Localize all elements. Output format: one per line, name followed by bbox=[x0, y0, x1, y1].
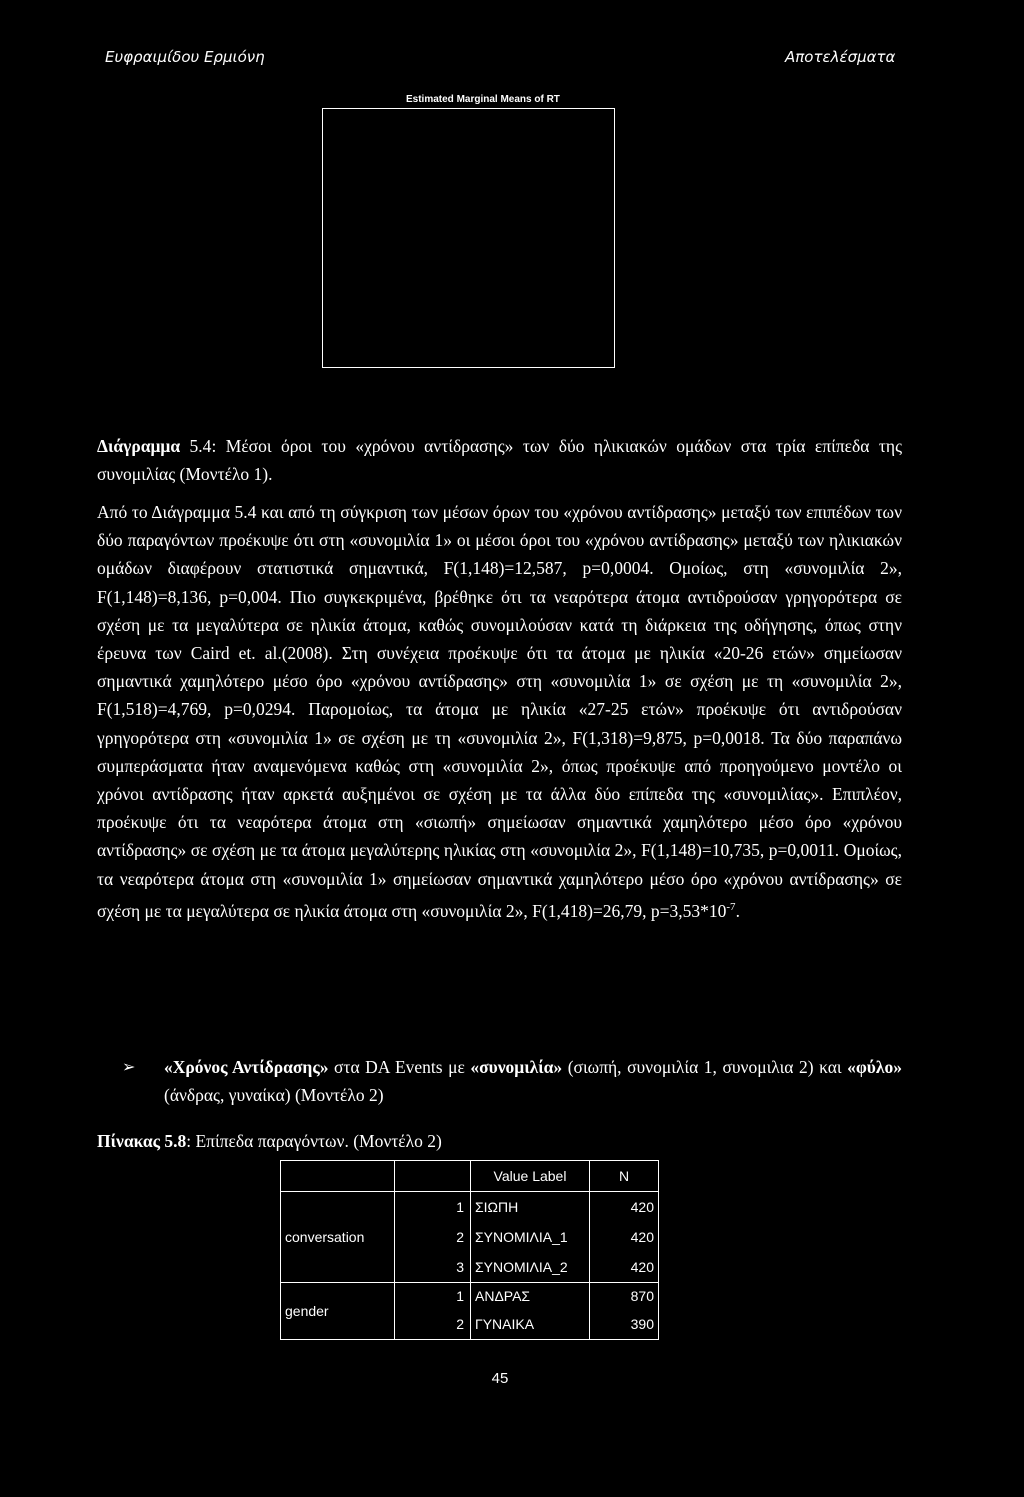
chart-title: Estimated Marginal Means of RT bbox=[406, 94, 560, 105]
table-cell-n: 420 bbox=[590, 1252, 659, 1283]
table-cell-label: ΣΥΝΟΜΙΛΙΑ_2 bbox=[471, 1252, 590, 1283]
table-row bbox=[281, 1192, 659, 1223]
bullet-text-6: (άνδρας, γυναίκα) (Μοντέλο 2) bbox=[164, 1085, 384, 1105]
table-cell-label: ΣΙΩΠΗ bbox=[471, 1192, 590, 1223]
table-caption bbox=[97, 1127, 902, 1155]
figure-caption-number: 5.4 bbox=[180, 436, 212, 456]
table-variable-gender: gender bbox=[281, 1283, 395, 1340]
table-row bbox=[281, 1283, 659, 1310]
table-cell-code: 3 bbox=[395, 1252, 471, 1283]
bullet-term-conversation: «συνομιλία» bbox=[470, 1057, 563, 1077]
header-section: Αποτελέσματα bbox=[785, 48, 896, 66]
table-cell-n: 420 bbox=[590, 1192, 659, 1223]
table-caption-label: Πίνακας 5.8 bbox=[97, 1131, 187, 1151]
table-cell-code: 2 bbox=[395, 1309, 471, 1340]
table-cell-n: 390 bbox=[590, 1309, 659, 1340]
bullet-term-reaction-time: «Χρόνος Αντίδρασης» bbox=[164, 1057, 329, 1077]
figure-caption bbox=[97, 432, 902, 488]
table-cell-code: 1 bbox=[395, 1192, 471, 1223]
page-number: 45 bbox=[491, 1370, 509, 1387]
table-caption-text: : Επίπεδα παραγόντων. (Μοντέλο 2) bbox=[186, 1131, 442, 1151]
table-header-n: N bbox=[590, 1161, 659, 1192]
body-paragraph-text: Από το Διάγραμμα 5.4 και από τη σύγκριση των μέσων όρων του «χρόνου αντίδρασης» μεταξύ των επιπέδων των δύο παραγόντων προέκυψε ότι στη «συνομιλία 1» οι μέσοι όροι του «χρόνου αντίδρασης» μεταξύ των ηλικιακών ομάδων διαφέρουν στατιστικά σημαντικά, F(1,148)=12,587, p=0,0004. Ομοίως, στη «συνομιλία 2», F(1,148)=8,136, p=0,004. Πιο συγκεκριμένα, βρέθηκε ότι τα νεαρότερα άτομα αντιδρούσαν γρηγορότερα σε σχέση με τα μεγαλύτερα σε ηλικία άτομα, καθώς συνομιλούσαν κατά τη διάρκεια της οδήγησης, όπως στην έρευνα των Caird et. al.(2008). Στη συνέχεια προέκυψε ότι τα άτομα με ηλικία «20-26 ετών» σημείωσαν σημαντικά χαμηλότερο μέσο όρο «χρόνου αντίδρασης» στη «συνομιλία 1» σε σχέση με τη «συνομιλία 2», F(1,518)=4,769, p=0,0294. Παρομοίως, τα άτομα με ηλικία «27-25 ετών» προέκυψε ότι αντιδρούσαν γρηγορότερα στη «συνομιλία 1» σε σχέση με τη «συνομιλία 2», F(1,318)=9,875, p=0,0018. Τα δύο παραπάνω συμπεράσματα ήταν αναμενόμενα καθώς στη «συνομιλία 2», όπως προέκυψε από προηγούμενο μοντέλο οι χρόνοι αντίδρασης ήταν αρκετά αυξημένοι σε σχέση με τα άλλα δύο επίπεδα της «συνομιλίας». Επιπλέον, προέκυψε ότι τα νεαρότερα άτομα στη «σιωπή» σημείωσαν σημαντικά χαμηλότερο μέσο όρο «χρόνου αντίδρασης» σε σχέση με τα άτομα μεγαλύτερης ηλικίας στη «συνομιλία 2», F(1,148)=10,735, p=0,0011. Ομοίως, τα νεαρότερα άτομα στη «συνομιλία 1» σημείωσαν σημαντικά χαμηλότερο μέσο όρο «χρόνου αντίδρασης» σε σχέση με τα μεγαλύτερα σε ηλικία άτομα στη «συνομιλία 2», F(1,418)=26,79, p=3,53*10 bbox=[97, 502, 902, 921]
table-cell-label: ΣΥΝΟΜΙΛΙΑ_1 bbox=[471, 1222, 590, 1252]
factor-levels-table bbox=[280, 1160, 659, 1340]
header-author: Ευφραιμίδου Ερμιόνη bbox=[105, 48, 265, 66]
body-paragraph-exponent: -7 bbox=[726, 900, 736, 913]
bullet-term-gender: «φύλο» bbox=[847, 1057, 902, 1077]
table-cell-code: 2 bbox=[395, 1222, 471, 1252]
bullet-text-2: στα DA Events με bbox=[328, 1057, 471, 1077]
table-cell-n: 870 bbox=[590, 1283, 659, 1310]
body-paragraph-end: . bbox=[735, 900, 740, 921]
table-header-value-label: Value Label bbox=[471, 1161, 590, 1192]
table-cell-label: ΓΥΝΑΙΚΑ bbox=[471, 1309, 590, 1340]
table-cell-n: 420 bbox=[590, 1222, 659, 1252]
table-header-code bbox=[395, 1161, 471, 1192]
figure-caption-label: Διάγραμμα bbox=[97, 436, 181, 456]
table-header-row bbox=[281, 1161, 659, 1192]
figure-caption-text: : Μέσοι όροι του «χρόνου αντίδρασης» των δύο ηλικιακών ομάδων στα τρία επίπεδα της συνομιλίας (Μοντέλο 1). bbox=[97, 436, 902, 485]
arrow-bullet-icon: ➢ bbox=[122, 1057, 136, 1076]
table-cell-code: 1 bbox=[395, 1283, 471, 1310]
table-header-variable bbox=[281, 1161, 395, 1192]
bullet-text bbox=[164, 1053, 902, 1109]
chart-frame bbox=[322, 108, 615, 368]
bullet-text-4: (σιωπή, συνομιλία 1, συνομιλια 2) και bbox=[562, 1057, 848, 1077]
table-cell-label: ΑΝΔΡΑΣ bbox=[471, 1283, 590, 1310]
body-paragraph bbox=[97, 498, 902, 925]
table-variable-conversation: conversation bbox=[281, 1192, 395, 1283]
